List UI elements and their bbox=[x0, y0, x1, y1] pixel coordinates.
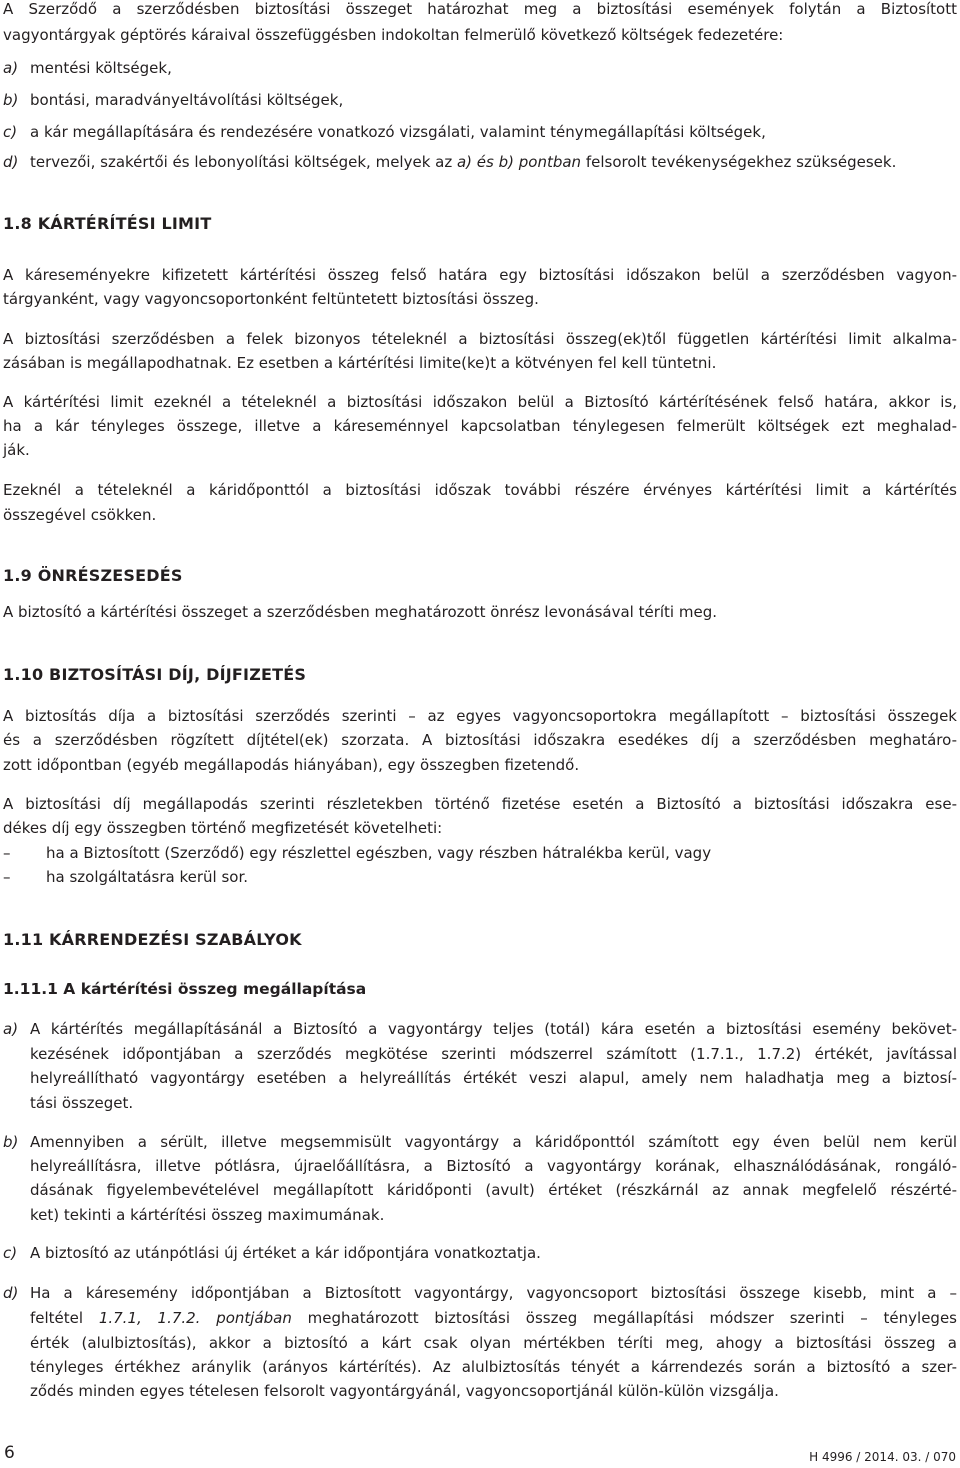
s111-a-line3: helyreállítható vagyontárgy esetében a helyreállítás értékét veszi alapul, amely nem haladhatja meg a biztosí- bbox=[30, 1069, 957, 1087]
s111-c-label: c) bbox=[3, 1244, 18, 1262]
s18-p4-line2: összegével csökken. bbox=[3, 506, 157, 524]
s111-d-line4: tényleges értékhez aránylik (arányos kártérítés). Az alulbiztosítás tényét a kárrendezés során a biztosító a szer- bbox=[30, 1358, 957, 1376]
item-b-label: b) bbox=[3, 91, 19, 109]
item-c-label: c) bbox=[3, 123, 18, 141]
s18-p3-line1: A kártérítési limit ezeknél a tételeknél a biztosítási időszakon belül a Biztosító kártérítésének felső határa, akkor is, bbox=[3, 393, 957, 411]
s18-p1-line1: A káreseményekre kifizetett kártérítési összeg felső határa egy biztosítási időszakon belül a szerződésben vagyon- bbox=[3, 266, 957, 284]
page-number: 6 bbox=[4, 1443, 15, 1463]
heading-1-9: 1.9 ÖNRÉSZESEDÉS bbox=[3, 566, 183, 585]
s111-d-line5: ződés minden egyes tételesen felsorolt vagyontárgyánál, vagyoncsoportjánál külön-külön vizsgálja. bbox=[30, 1382, 779, 1400]
s111-b-label: b) bbox=[3, 1133, 19, 1151]
s111-d-line3: érték (alulbiztosítás), akkor a biztosító a kárt csak olyan mértékben téríti meg, ahogy a biztosítási összeg a bbox=[30, 1334, 957, 1352]
s18-p1-line2: tárgyanként, vagy vagyoncsoportonként feltüntetett biztosítási összeg. bbox=[3, 290, 539, 308]
intro-line-2: vagyontárgyak géptörés káraival összefüggésben indokoltan felmerülő következő költségek fedezetére: bbox=[3, 26, 784, 44]
item-b-text: bontási, maradványeltávolítási költségek, bbox=[30, 91, 344, 109]
s111-c-text: A biztosító az utánpótlási új értéket a kár időpontjára vonatkoztatja. bbox=[30, 1244, 541, 1262]
s18-p2-line1: A biztosítási szerződésben a felek bizonyos tételeknél a biztosítási összeg(ek)től független kártérítési limit alkalma- bbox=[3, 330, 957, 348]
item-a-label: a) bbox=[3, 59, 19, 77]
s110-p2-line2: dékes díj egy összegben történő megfizetését követelheti: bbox=[3, 819, 443, 837]
dash-bullet-2: – bbox=[3, 868, 11, 886]
s18-p3-line2: ha a kár tényleges összege, illetve a káreseménnyel kapcsolatban ténylegesen felmerült költségek ezt meghalad- bbox=[3, 417, 957, 435]
item-c-text: a kár megállapítására és rendezésére vonatkozó vizsgálati, valamint ténymegállapítási költségek, bbox=[30, 123, 766, 141]
s18-p2-line2: zásában is megállapodhatnak. Ez esetben a kártérítési limite(ke)t a kötvényen fel kell tüntetni. bbox=[3, 354, 717, 372]
s110-p1-line3: zott időpontban (egyéb megállapodás hiányában), egy összegben fizetendő. bbox=[3, 756, 580, 774]
s111-d-line1: Ha a káresemény időpontjában a Biztosított vagyontárgy, vagyoncsoport biztosítási összege kisebb, mint a – bbox=[30, 1284, 957, 1302]
s111-d-label: d) bbox=[3, 1284, 19, 1302]
heading-1-10: 1.10 BIZTOSÍTÁSI DÍJ, DÍJFIZETÉS bbox=[3, 665, 307, 684]
s111-d-line2: feltétel 1.7.1, 1.7.2. pontjában meghatározott biztosítási összeg megállapítási módszer szerinti – tényleges bbox=[30, 1309, 957, 1327]
s110-dash-item-2: ha szolgáltatásra kerül sor. bbox=[46, 868, 249, 886]
s111-a-line4: tási összeget. bbox=[30, 1094, 134, 1112]
subheading-1-11-1: 1.11.1 A kártérítési összeg megállapítása bbox=[3, 980, 367, 998]
s110-p1-line1: A biztosítás díja a biztosítási szerződés szerinti – az egyes vagyoncsoportokra megállapított – biztosítási összegek bbox=[3, 707, 957, 725]
s111-b-line3: dásának figyelembevételével megállapított káridőponti (avult) értéket (részkárnál az annak megfelelő részérté- bbox=[30, 1181, 957, 1199]
item-a-text: mentési költségek, bbox=[30, 59, 172, 77]
s18-p3-line3: ják. bbox=[3, 441, 30, 459]
document-code: H 4996 / 2014. 03. / 070 bbox=[809, 1450, 956, 1464]
s110-p2-line1: A biztosítási díj megállapodás szerinti részletekben történő fizetése esetén a Biztosító a biztosítási időszakra ese- bbox=[3, 795, 957, 813]
s110-dash-item-1: ha a Biztosított (Szerződő) egy részlettel egészben, vagy részben hátralékba kerül, vagy bbox=[46, 844, 712, 862]
s19-p1: A biztosító a kártérítési összeget a szerződésben meghatározott önrész levonásával téríti meg. bbox=[3, 603, 717, 621]
s18-p4-line1: Ezeknél a tételeknél a káridőponttól a biztosítási időszak további részére érvényes kártérítési limit a kártérítés bbox=[3, 481, 957, 499]
heading-1-8: 1.8 KÁRTÉRÍTÉSI LIMIT bbox=[3, 214, 212, 233]
s111-a-line1: A kártérítés megállapításánál a Biztosító a vagyontárgy teljes (totál) kára esetén a biztosítási esemény bekövet- bbox=[30, 1020, 957, 1038]
s111-a-label: a) bbox=[3, 1020, 19, 1038]
s111-b-line4: ket) tekinti a kártérítési összeg maximumának. bbox=[30, 1206, 385, 1224]
item-d-label: d) bbox=[3, 153, 19, 171]
s111-b-line1: Amennyiben a sérült, illetve megsemmisült vagyontárgy a káridőponttól számított egy éven belül nem kerül bbox=[30, 1133, 957, 1151]
intro-line-1: A Szerződő a szerződésben biztosítási összeget határozhat meg a biztosítási események folytán a Biztosított bbox=[3, 0, 957, 18]
heading-1-11: 1.11 KÁRRENDEZÉSI SZABÁLYOK bbox=[3, 930, 302, 949]
s110-p1-line2: és a szerződésben rögzített díjtétel(ek) szorzata. A biztosítási időszakra esedékes díj a szerződésben meghatáro- bbox=[3, 731, 957, 749]
s111-b-line2: helyreállításra, illetve pótlásra, újraelőállításra, a Biztosító a vagyontárgy korának, elhasználódásának, rongáló- bbox=[30, 1157, 957, 1175]
item-d-text: tervezői, szakértői és lebonyolítási költségek, melyek az a) és b) pontban felsorolt tevékenységekhez szükségesek. bbox=[30, 153, 897, 171]
s111-a-line2: kezésének időpontjában a szerződés megkötése szerinti módszerrel számított (1.7.1., 1.7.2) értékét, javítással bbox=[30, 1045, 957, 1063]
dash-bullet-1: – bbox=[3, 844, 11, 862]
